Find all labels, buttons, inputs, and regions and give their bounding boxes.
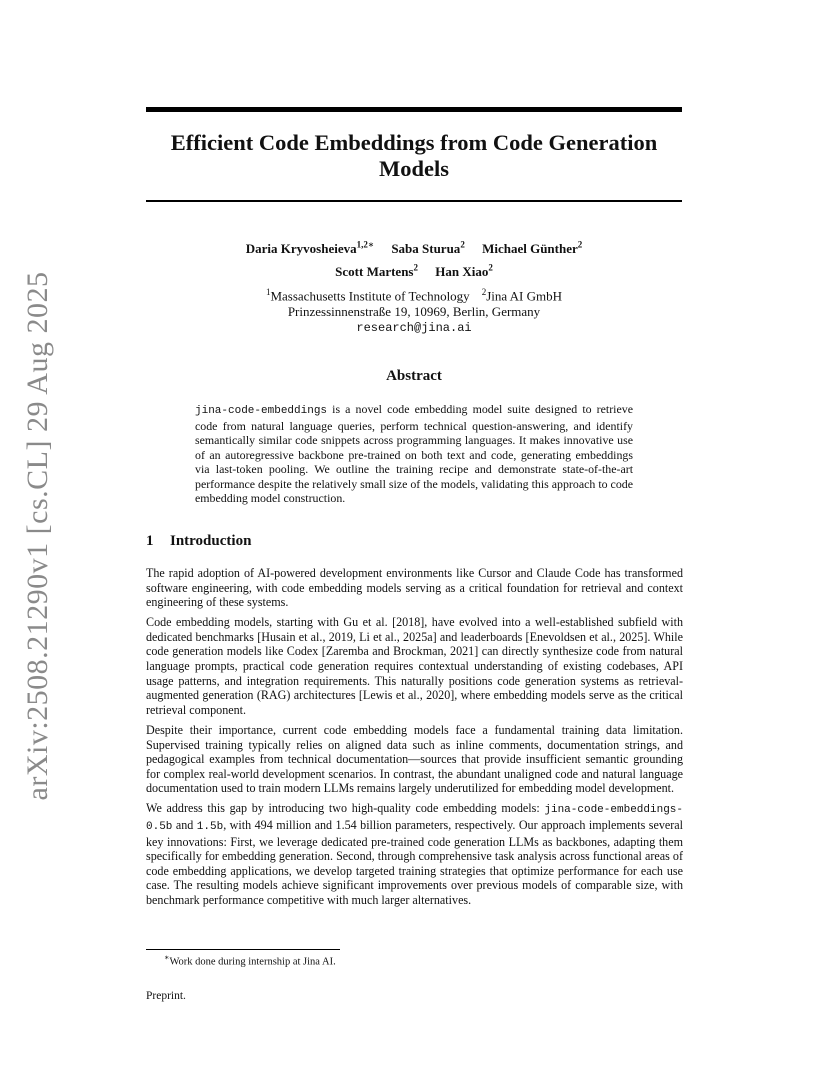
affiliation-jina: Jina AI GmbH: [486, 288, 563, 304]
contact-email: research@jina.ai: [356, 321, 472, 336]
author-line-1: [146, 236, 682, 258]
paper-title: [146, 130, 682, 182]
paragraph: Despite their importance, current code embedding models face a fundamental training data limitation. Supervised training typically relies on aligned data such as inline comments, documentation strings, and pedagogical examples from technical documentation—sources that provide insufficient semantic grounding for complex real-world development scenarios. In contrast, the abundant unaligned code and natural language documentation used to train modern LLMs remains largely underutilized for embedding model development.: [146, 722, 683, 796]
author-line-2: [146, 258, 682, 280]
preprint-label: Preprint.: [146, 990, 186, 1002]
paragraph: We address this gap by introducing two high-quality code embedding models: jina-code-embeddings-0.5b and 1.5b, with 494 million and 1.54 billion parameters, respectively. Our approach implements several key innovations: First, we leverage dedicated pre-trained code generation LLMs as backbones, adapting them specifically for embedding generation. Second, through comprehensive task analysis across functional areas of code embedding applications, we develop targeted training strategies that optimize performance for each use case. The resulting models achieve significant improvements over previous models of comparable size, with benchmark performance competitive with much larger alternatives.: [146, 801, 683, 907]
paragraph: Code embedding models, starting with Gu et al. [2018], have evolved into a well-established subfield with dedicated benchmarks [Husain et al., 2019, Li et al., 2025a] and leaderboards [Enevoldsen et al., 2025]. While code generation models like Codex [Zaremba and Brockman, 2021] can directly synthesize code from natural language prompts, practical code generation requires contextual understanding of existing codebases, API usage patterns, and integration requirements. This naturally positions code generation systems as retrieval-augmented generation (RAG) architectures [Lewis et al., 2020], where embedding models serve as the critical retrieval component.: [146, 615, 683, 717]
affiliations: [146, 284, 682, 336]
author-name: Michael Günther$^2$: [482, 240, 583, 257]
title-line-2: Models: [379, 156, 449, 181]
title-rule-bottom: [146, 200, 682, 202]
model-name-code: jina-code-embeddings-0.5b: [146, 804, 683, 833]
model-size-code: 1.5b: [196, 821, 224, 833]
paragraph: The rapid adoption of AI-powered development environments like Cursor and Claude Code has transformed software engineering, with code embedding models serving as a critical foundation for retrieval and context engineering of these systems.: [146, 566, 683, 610]
author-name: Han Xiao$^2$: [435, 262, 493, 279]
affiliation-line: $^1$Massachusetts Institute of Technology $^2$Jina AI GmbH: [265, 287, 563, 304]
author-list: [146, 236, 682, 281]
footnote: ∗Work done during internship at Jina AI.: [164, 953, 336, 968]
model-name: jina-code-embeddings: [195, 405, 328, 417]
affiliation-mit: Massachusetts Institute of Technology: [270, 288, 470, 304]
abstract-heading: Abstract: [386, 368, 442, 384]
abstract-text: jina-code-embeddings is a novel code embedding model suite designed to retrieve code from natural language queries, perform technical question-answering, and identify semantically similar code snippets across programming languages. It makes innovative use of an autoregressive backbone pre-trained on both text and code, generating embeddings via last-token pooling. We outline the training recipe and demonstrate state-of-the-art performance despite the relatively small size of the models, validating this approach to code embedding model construction.: [195, 402, 633, 505]
title-line-1: Efficient Code Embeddings from Code Generation: [170, 130, 658, 155]
section-heading: 1 Introduction: [146, 533, 252, 549]
footnote-rule: [146, 949, 340, 950]
arxiv-sidebar-stamp: arXiv:2508.21290v1 [cs.CL] 29 Aug 2025: [21, 271, 54, 801]
author-name: Daria Kryvosheieva$^{1,2∗}$: [245, 240, 375, 257]
affiliation-address: Prinzessinnenstraße 19, 10969, Berlin, Germany: [287, 304, 541, 320]
title-rule-top: [146, 107, 682, 112]
author-name: Scott Martens$^2$: [335, 262, 418, 279]
introduction-body: [146, 566, 683, 913]
author-name: Saba Sturua$^2$: [391, 240, 465, 257]
